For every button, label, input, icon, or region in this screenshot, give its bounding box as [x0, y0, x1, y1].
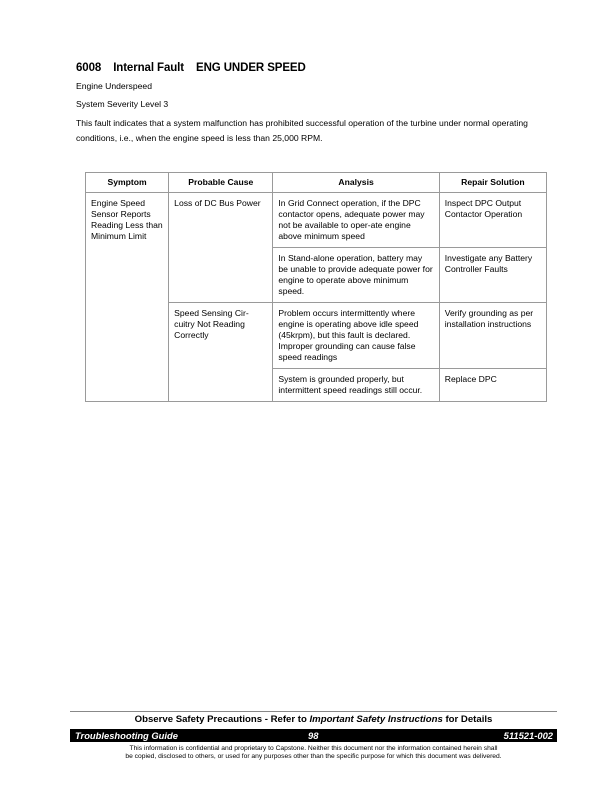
- page-number: 98: [308, 730, 319, 741]
- header-repair-solution: Repair Solution: [439, 173, 546, 193]
- document-number: 511521-002: [503, 730, 553, 741]
- severity-level: System Severity Level 3: [76, 99, 169, 109]
- cause-cell: Loss of DC Bus Power: [169, 193, 273, 303]
- symptom-cell: Engine Speed Sensor Reports Reading Less than Minimum Limit: [86, 193, 169, 402]
- safety-notice: [70, 714, 557, 725]
- header-analysis: Analysis: [273, 173, 439, 193]
- analysis-cell: Problem occurs intermittently where engine is operating above idle speed (45krpm), but this fault is declared. Improper grounding can cause false speed readings: [273, 303, 439, 369]
- cause-cell: Speed Sensing Cir-cuitry Not Reading Correctly: [169, 303, 273, 402]
- safety-prefix: Observe Safety Precautions - Refer to: [134, 714, 310, 725]
- fault-category: Internal Fault: [113, 62, 184, 74]
- header-symptom: Symptom: [86, 173, 169, 193]
- analysis-cell: In Stand-alone operation, battery may be unable to provide adequate power for engine to operate above minimum speed.: [273, 248, 439, 303]
- confidentiality-line-1: This information is confidential and proprietary to Capstone. Neither this document nor the information contained herein shall: [129, 745, 498, 752]
- header-probable-cause: Probable Cause: [169, 173, 273, 193]
- analysis-cell: System is grounded properly, but intermittent speed readings still occur.: [273, 369, 439, 402]
- fault-name: ENG UNDER SPEED: [196, 62, 306, 74]
- table-row: [86, 193, 547, 248]
- confidentiality-notice: [70, 745, 557, 761]
- confidentiality-line-2: be copied, disclosed to others, or used for any purposes other than the specific purpose for which this document was delivered.: [125, 753, 502, 760]
- solution-cell: Verify grounding as per installation instructions: [439, 303, 546, 369]
- fault-heading: [76, 62, 306, 74]
- safety-suffix: for Details: [442, 714, 493, 725]
- guide-title: Troubleshooting Guide: [75, 730, 178, 741]
- fault-table: [85, 172, 547, 402]
- footer-divider: [70, 711, 557, 712]
- analysis-cell: In Grid Connect operation, if the DPC contactor opens, adequate power may not be available to oper-ate engine above minimum speed: [273, 193, 439, 248]
- fault-code: 6008: [76, 62, 102, 74]
- footer-bar: [70, 729, 557, 742]
- solution-cell: Inspect DPC Output Contactor Operation: [439, 193, 546, 248]
- fault-subtitle: Engine Underspeed: [76, 81, 152, 91]
- solution-cell: Investigate any Battery Controller Faults: [439, 248, 546, 303]
- table-header-row: [86, 173, 547, 193]
- fault-description: This fault indicates that a system malfunction has prohibited successful operation of the turbine under normal operating conditions, i.e., when the engine speed is less than 25,000 RPM.: [76, 118, 528, 143]
- solution-cell: Replace DPC: [439, 369, 546, 402]
- safety-instructions-ref: Important Safety Instructions: [309, 714, 443, 725]
